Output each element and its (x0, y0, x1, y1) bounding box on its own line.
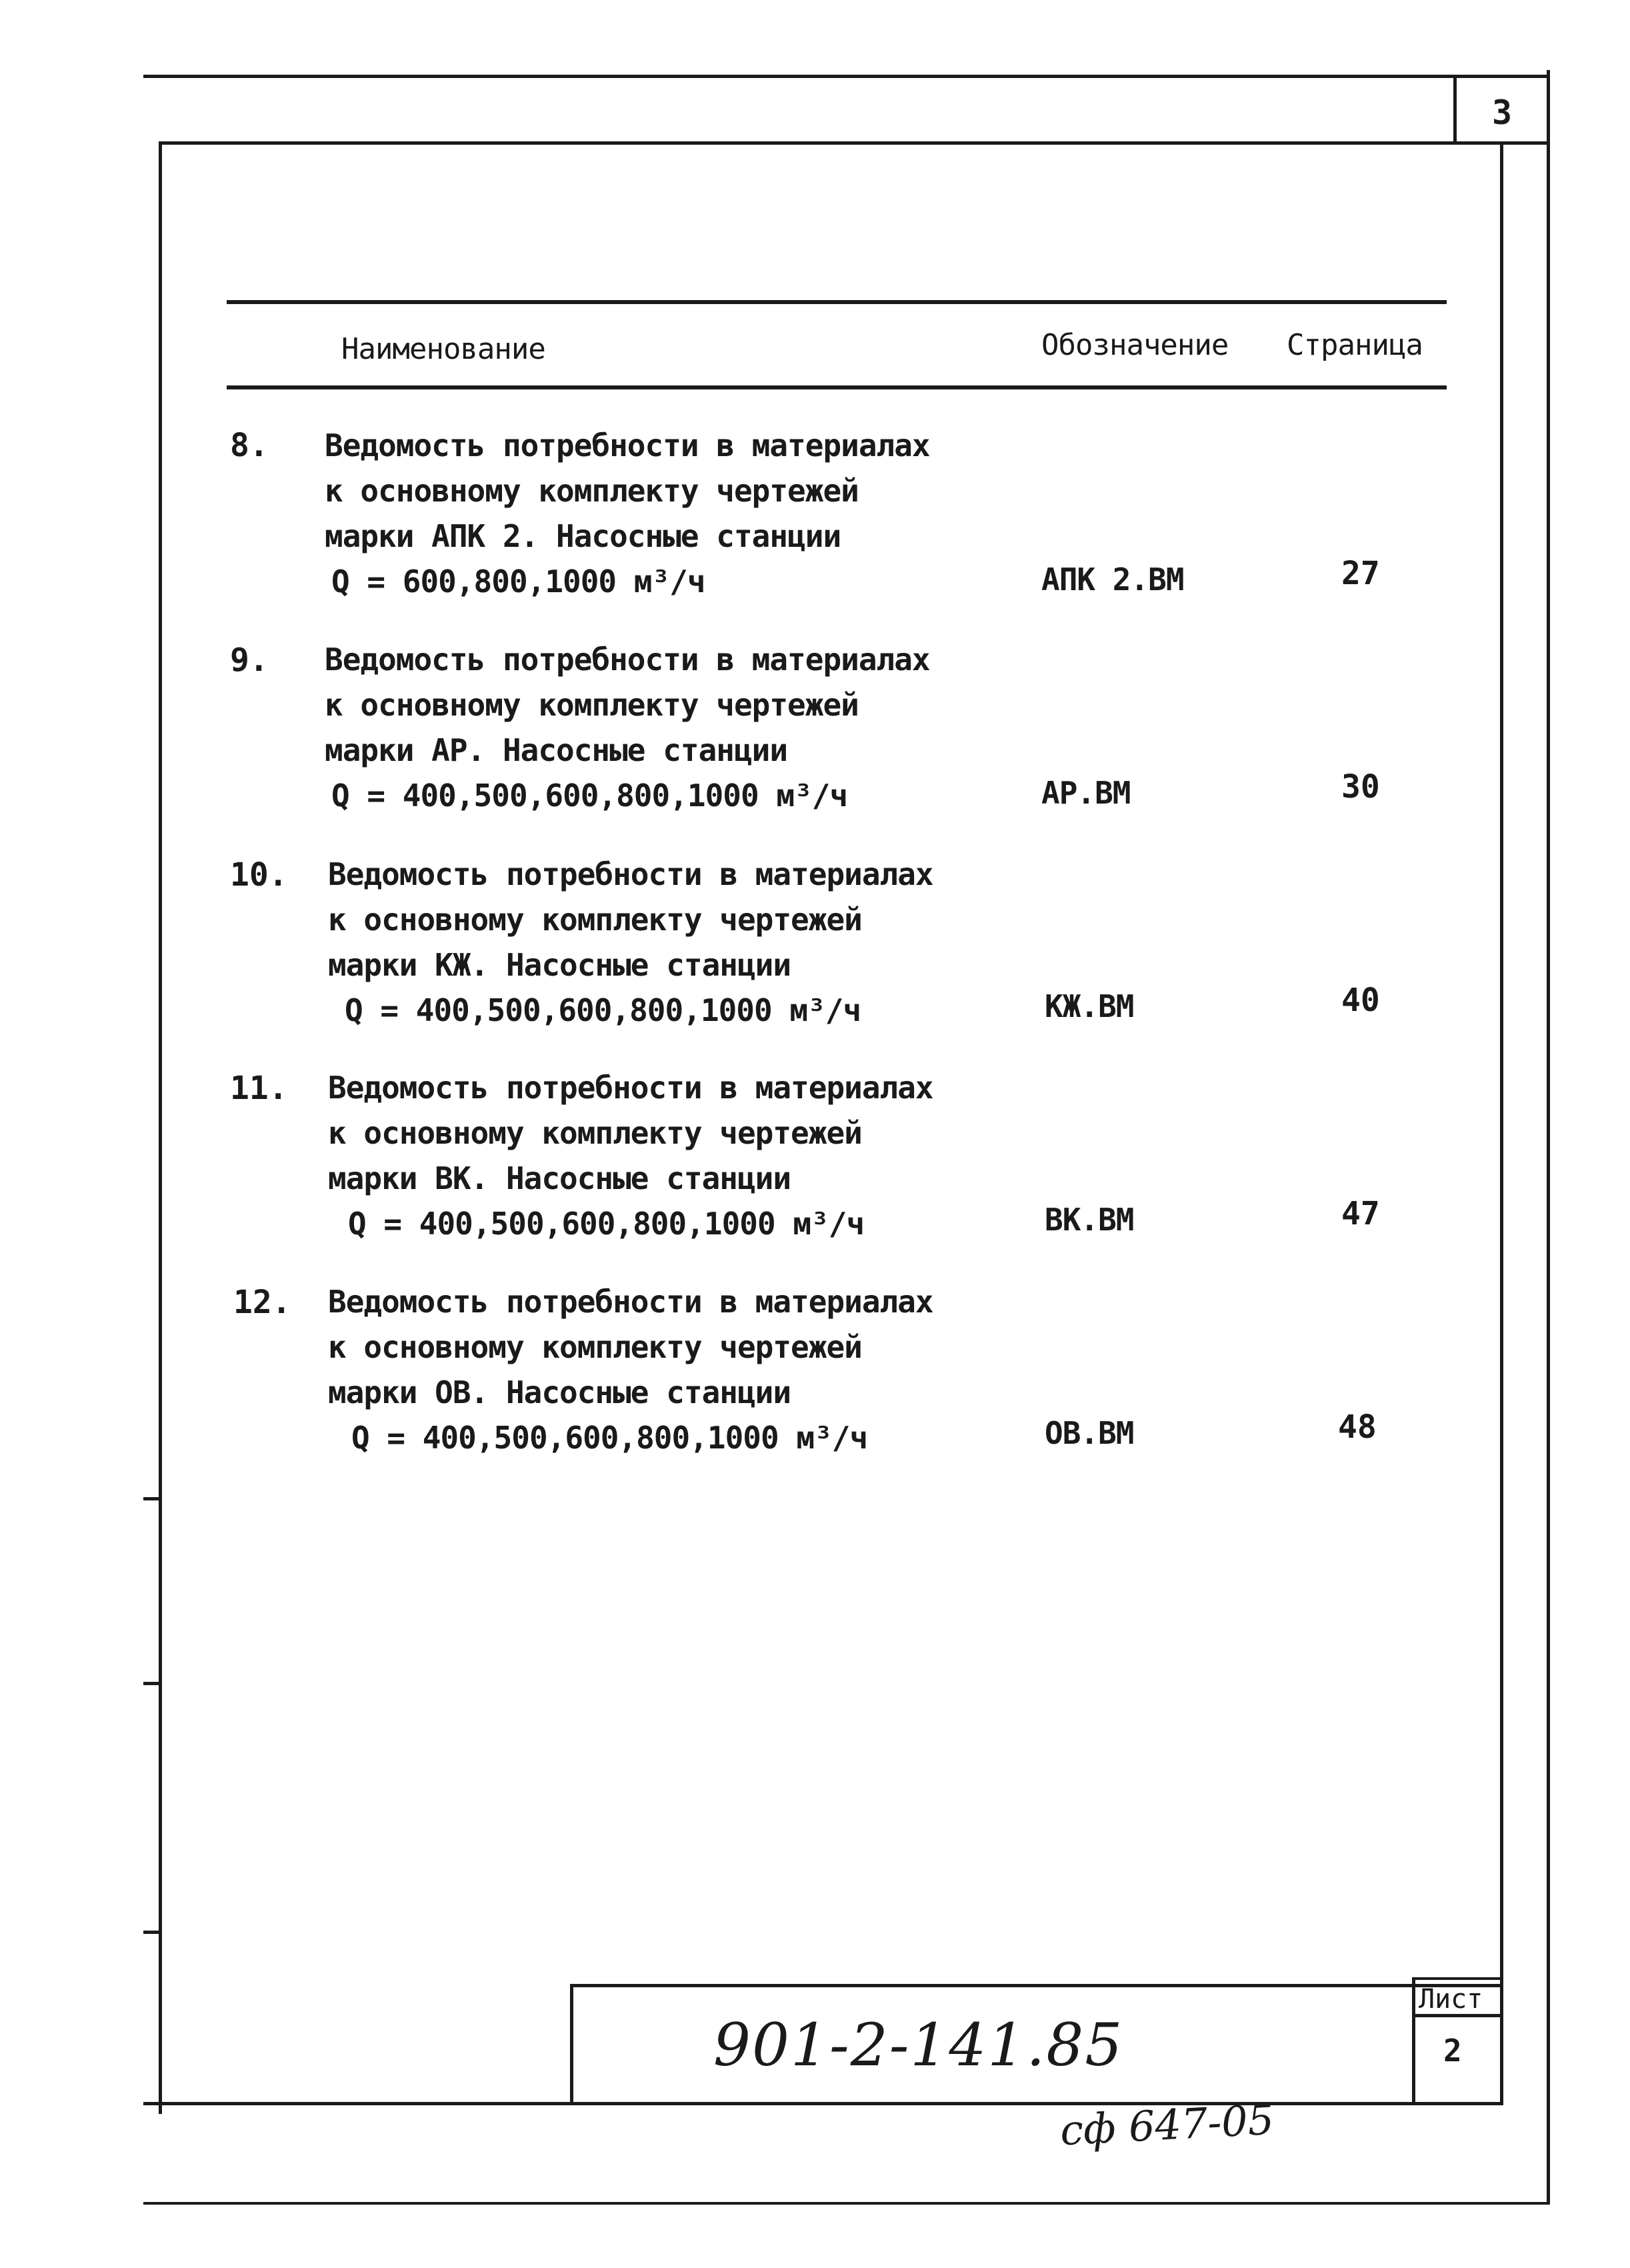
row-line: марки АР. Насосные станции (325, 732, 788, 768)
row-line: Q = 400,500,600,800,1000 м³/ч (348, 1206, 865, 1242)
row-page: 47 (1341, 1195, 1380, 1232)
stamp-sheet-box-top (1412, 1977, 1503, 1980)
row-line: Ведомость потребности в материалах (328, 1070, 933, 1106)
corner-sheet-number: 3 (1492, 93, 1513, 132)
row-designation: КЖ.ВМ (1045, 988, 1134, 1024)
row-designation: ВК.ВМ (1045, 1202, 1134, 1238)
row-line: к основному комплекту чертежей (325, 473, 859, 509)
stamp-divider-vertical (1412, 1977, 1415, 2104)
row-number: 9. (230, 642, 269, 679)
row-line: марки АПК 2. Насосные станции (325, 518, 841, 554)
row-number: 12. (233, 1284, 291, 1321)
row-line: Ведомость потребности в материалах (325, 642, 930, 678)
row-line: к основному комплекту чертежей (325, 687, 859, 723)
row-number: 8. (230, 427, 269, 464)
inner-frame-top (159, 141, 1550, 145)
row-line: Q = 600,800,1000 м³/ч (331, 563, 705, 600)
corner-box-left (1453, 75, 1457, 143)
row-line: марки ВК. Насосные станции (328, 1160, 791, 1196)
document-code-handwritten: 901-2-141.85 (713, 2011, 1124, 2079)
row-line: к основному комплекту чертежей (328, 902, 862, 938)
row-number: 10. (230, 856, 288, 894)
header-rule-bottom (227, 385, 1447, 389)
inner-frame-left (159, 141, 162, 2114)
margin-tick (143, 1497, 160, 1500)
row-number: 11. (230, 1070, 288, 1107)
row-page: 30 (1341, 768, 1380, 806)
margin-tick (143, 1931, 160, 1934)
header-page: Страница (1287, 328, 1423, 362)
row-line: марки ОВ. Насосные станции (328, 1374, 791, 1410)
handwritten-note: сф 647-05 (1059, 2095, 1275, 2155)
row-line: Ведомость потребности в материалах (328, 1284, 933, 1320)
sheet-number: 2 (1443, 2033, 1462, 2069)
row-page: 48 (1338, 1408, 1377, 1446)
row-page: 27 (1341, 555, 1380, 592)
row-designation: АР.ВМ (1041, 775, 1131, 811)
row-designation: АПК 2.ВМ (1041, 561, 1184, 598)
top-edge-line (143, 75, 1550, 78)
row-line: Ведомость потребности в материалах (325, 427, 930, 463)
row-line: к основному комплекту чертежей (328, 1329, 862, 1365)
row-line: Q = 400,500,600,800,1000 м³/ч (345, 992, 861, 1028)
sheet-label: Лист (1419, 1984, 1483, 2015)
inner-frame-right (1500, 141, 1503, 2095)
row-line: Q = 400,500,600,800,1000 м³/ч (351, 1420, 868, 1456)
row-page: 40 (1341, 982, 1380, 1019)
bottom-edge-line (143, 2202, 1550, 2205)
outer-frame-right (1547, 70, 1550, 2204)
margin-tick (143, 1682, 160, 1685)
header-name: Наименование (341, 332, 545, 366)
row-line: Q = 400,500,600,800,1000 м³/ч (331, 778, 848, 814)
row-line: Ведомость потребности в материалах (328, 856, 933, 892)
header-designation: Обозначение (1041, 328, 1229, 362)
header-rule-top (227, 300, 1447, 304)
row-line: к основному комплекту чертежей (328, 1115, 862, 1151)
row-line: марки КЖ. Насосные станции (328, 947, 791, 983)
row-designation: ОВ.ВМ (1045, 1415, 1134, 1451)
